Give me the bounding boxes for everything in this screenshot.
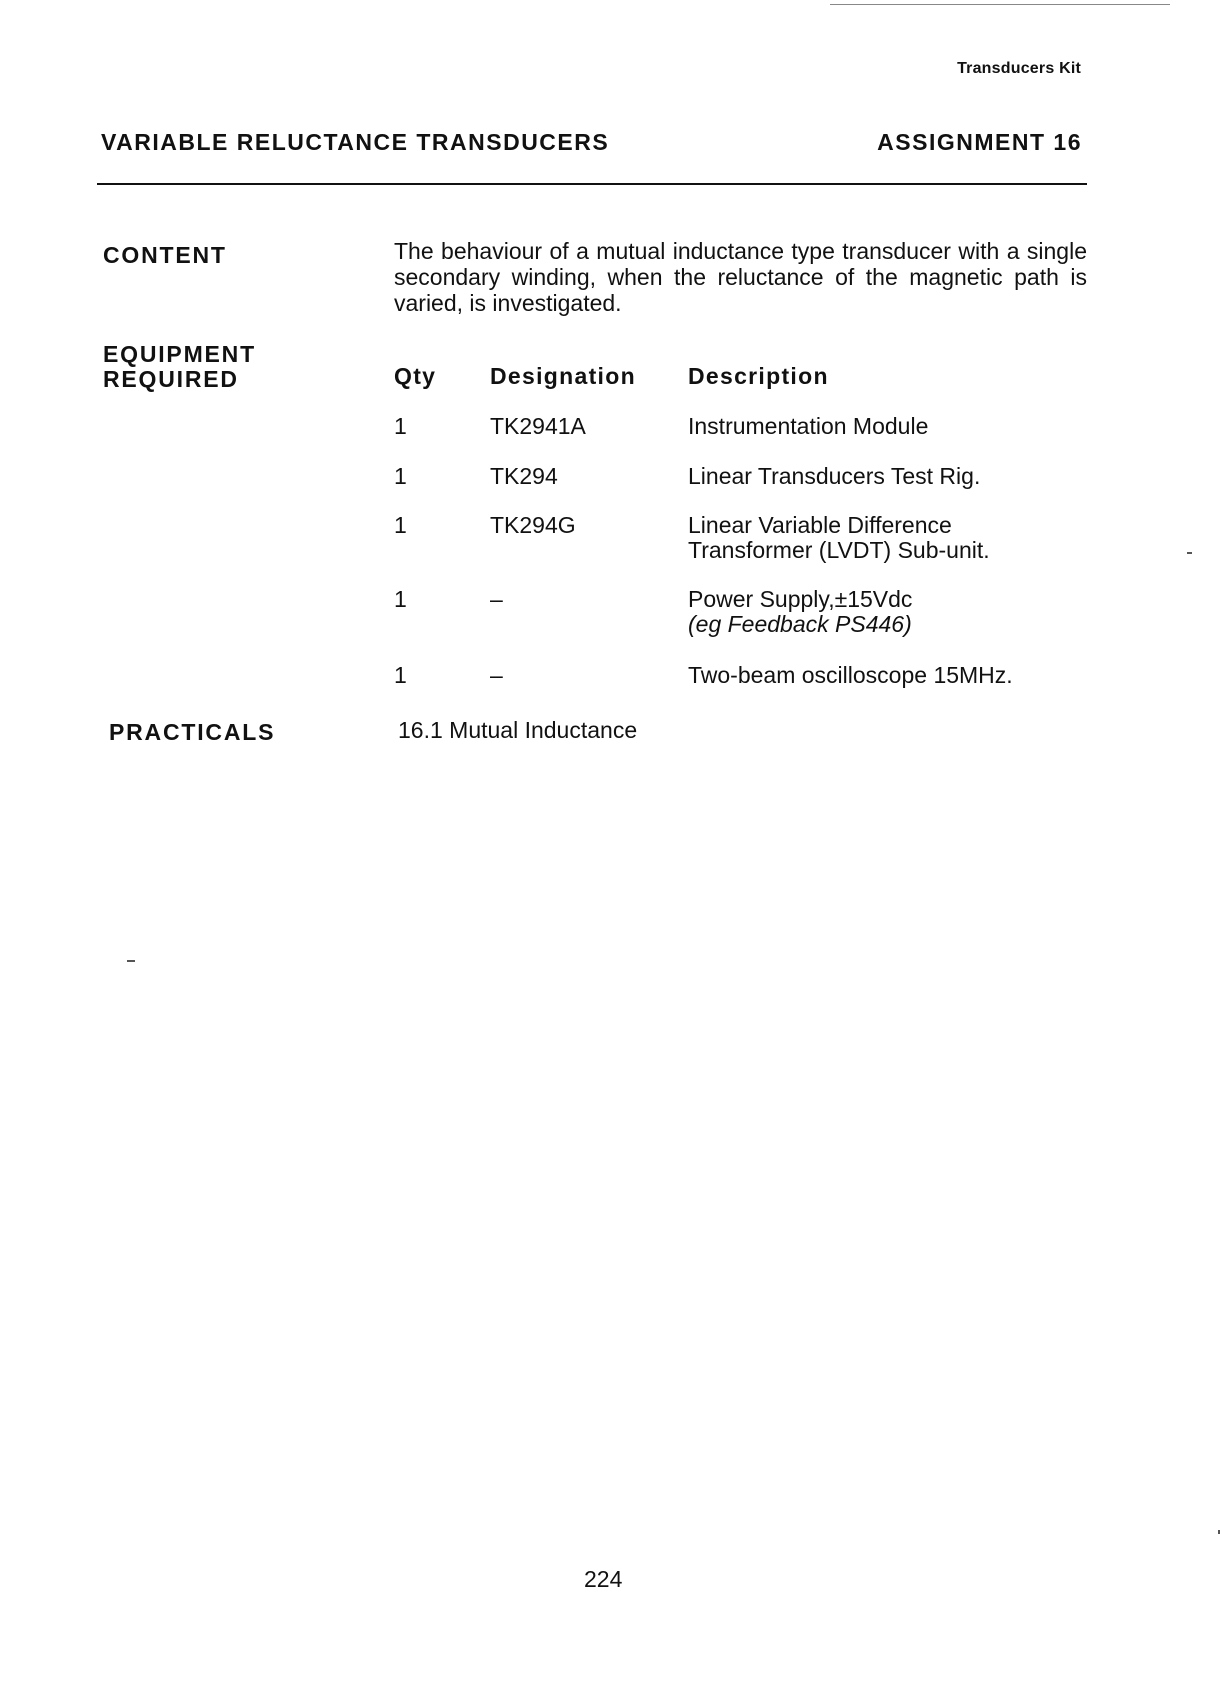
- equipment-row: [394, 587, 1094, 663]
- equipment-qty: 1: [394, 463, 407, 489]
- equipment-designation: –: [490, 662, 503, 688]
- top-edge-rule: [830, 4, 1170, 5]
- equipment-table: [394, 364, 1094, 713]
- title-divider: [97, 183, 1087, 185]
- equipment-qty: 1: [394, 586, 407, 612]
- equipment-qty: 1: [394, 512, 407, 538]
- content-label: CONTENT: [103, 242, 227, 268]
- equipment-description-line: Power Supply,±15Vdc: [688, 586, 913, 612]
- equipment-designation: TK2941A: [490, 413, 586, 439]
- equipment-designation: –: [490, 586, 503, 612]
- equipment-description: [688, 663, 1088, 688]
- page-number: 224: [584, 1566, 623, 1592]
- practical-item: 16.1 Mutual Inductance: [398, 717, 638, 743]
- equipment-designation: TK294G: [490, 512, 576, 538]
- equipment-description-line: Instrumentation Module: [688, 413, 929, 439]
- equipment-table-header: [394, 364, 1094, 414]
- section-title: VARIABLE RELUCTANCE TRANSDUCERS: [101, 129, 610, 155]
- equipment-label-line1: EQUIPMENT: [103, 341, 256, 367]
- equipment-description: [688, 513, 1088, 563]
- scan-speck: [1187, 552, 1192, 554]
- equipment-qty: 1: [394, 662, 407, 688]
- content-body: The behaviour of a mutual inductance type transducer with a single secondary winding, when the reluctance of the magnetic path is varied, is investigated.: [394, 238, 1087, 316]
- equipment-row: [394, 414, 1094, 464]
- equipment-description: [688, 414, 1088, 439]
- equipment-description-line: Linear Variable Difference: [688, 512, 952, 538]
- column-header-designation: Designation: [490, 363, 636, 389]
- equipment-description: [688, 464, 1088, 489]
- practicals-label: PRACTICALS: [109, 719, 276, 745]
- equipment-label-line2: REQUIRED: [103, 366, 239, 392]
- equipment-row: [394, 513, 1094, 587]
- assignment-number: ASSIGNMENT 16: [877, 129, 1082, 155]
- equipment-description: [688, 587, 1088, 637]
- equipment-description-line: Transformer (LVDT) Sub-unit.: [688, 537, 990, 563]
- equipment-designation: TK294: [490, 463, 558, 489]
- running-head: Transducers Kit: [957, 60, 1081, 77]
- equipment-row: [394, 663, 1094, 713]
- equipment-description-line: Two-beam oscilloscope 15MHz.: [688, 662, 1013, 688]
- equipment-description-note: (eg Feedback PS446): [688, 611, 912, 637]
- scan-speck: [127, 960, 135, 962]
- equipment-qty: 1: [394, 413, 407, 439]
- column-header-qty: Qty: [394, 363, 437, 389]
- column-header-description: Description: [688, 363, 829, 389]
- equipment-row: [394, 464, 1094, 513]
- equipment-description-line: Linear Transducers Test Rig.: [688, 463, 981, 489]
- equipment-label: [103, 342, 256, 392]
- scan-speck: [1218, 1530, 1220, 1534]
